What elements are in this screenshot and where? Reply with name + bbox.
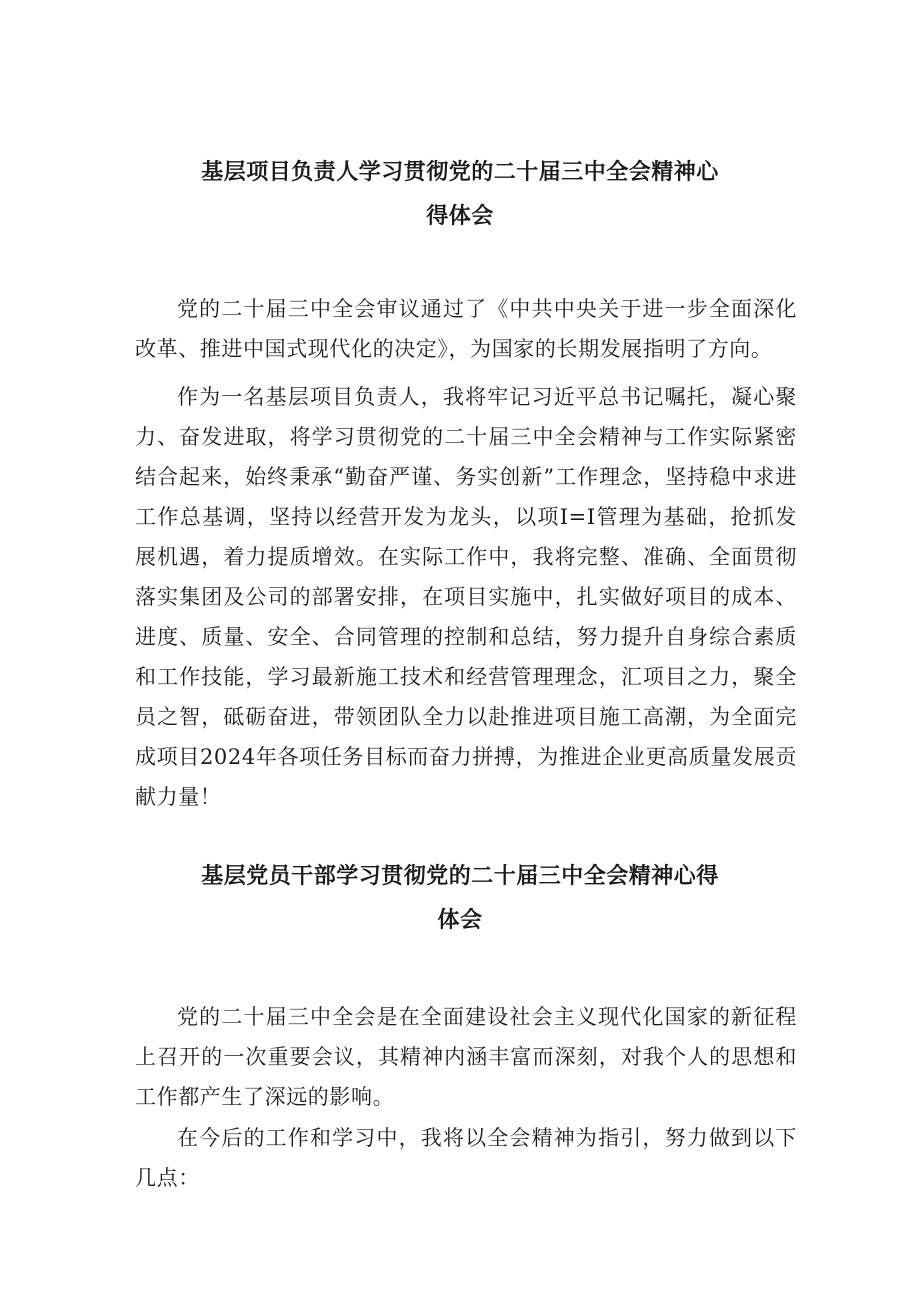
section-1-paragraph-1: 党的二十届三中全会审议通过了《中共中央关于进一步全面深化改革、推进中国式现代化的决定》，为国家的长期发展指明了方向。 bbox=[135, 297, 797, 361]
section-2-paragraph-1: 党的二十届三中全会是在全面建设社会主义现代化国家的新征程上召开的一次重要会议，其精神内涵丰富而深刻，对我个人的思想和工作都产生了深远的影响。 bbox=[135, 1005, 797, 1109]
section-2-title-line-1: 基层党员干部学习贯彻党的二十届三中全会精神心得 bbox=[201, 864, 719, 889]
section-1-paragraph-2: 作为一名基层项目负责人，我将牢记习近平总书记嘱托，凝心聚力、奋发进取，将学习贯彻党的二十届三中全会精神与工作实际紧密结合起来，始终秉承“勤奋严谨、务实创新”工作理念，坚持稳中求进工作总基调，坚持以经营开发为龙头，以项I=I管理为基础，抢抓发展机遇，着力提质增效。在实际工作中，我将完整、准确、全面贯彻落实集团及公司的部署安排，在项目实施中，扎实做好项目的成本、进度、质量、安全、合同管理的控制和总结，努力提升自身综合素质和工作技能，学习最新施工技术和经营管理理念，汇项目之力，聚全员之智，砥砺奋进，带领团队全力以赴推进项目施工高潮，为全面完成项目2024年各项任务目标而奋力拼搏，为推进企业更高质量发展贡献力量！ bbox=[135, 385, 797, 809]
section-1-title-line-2: 得体会 bbox=[426, 204, 494, 229]
section-1-title bbox=[0, 151, 920, 239]
section-2-title-line-2: 体会 bbox=[437, 908, 483, 933]
section-2-paragraph-2: 在今后的工作和学习中，我将以全会精神为指引，努力做到以下几点： bbox=[135, 1126, 797, 1190]
section-2-title bbox=[0, 855, 920, 943]
section-1-title-line-1: 基层项目负责人学习贯彻党的二十届三中全会精神心 bbox=[201, 160, 719, 185]
